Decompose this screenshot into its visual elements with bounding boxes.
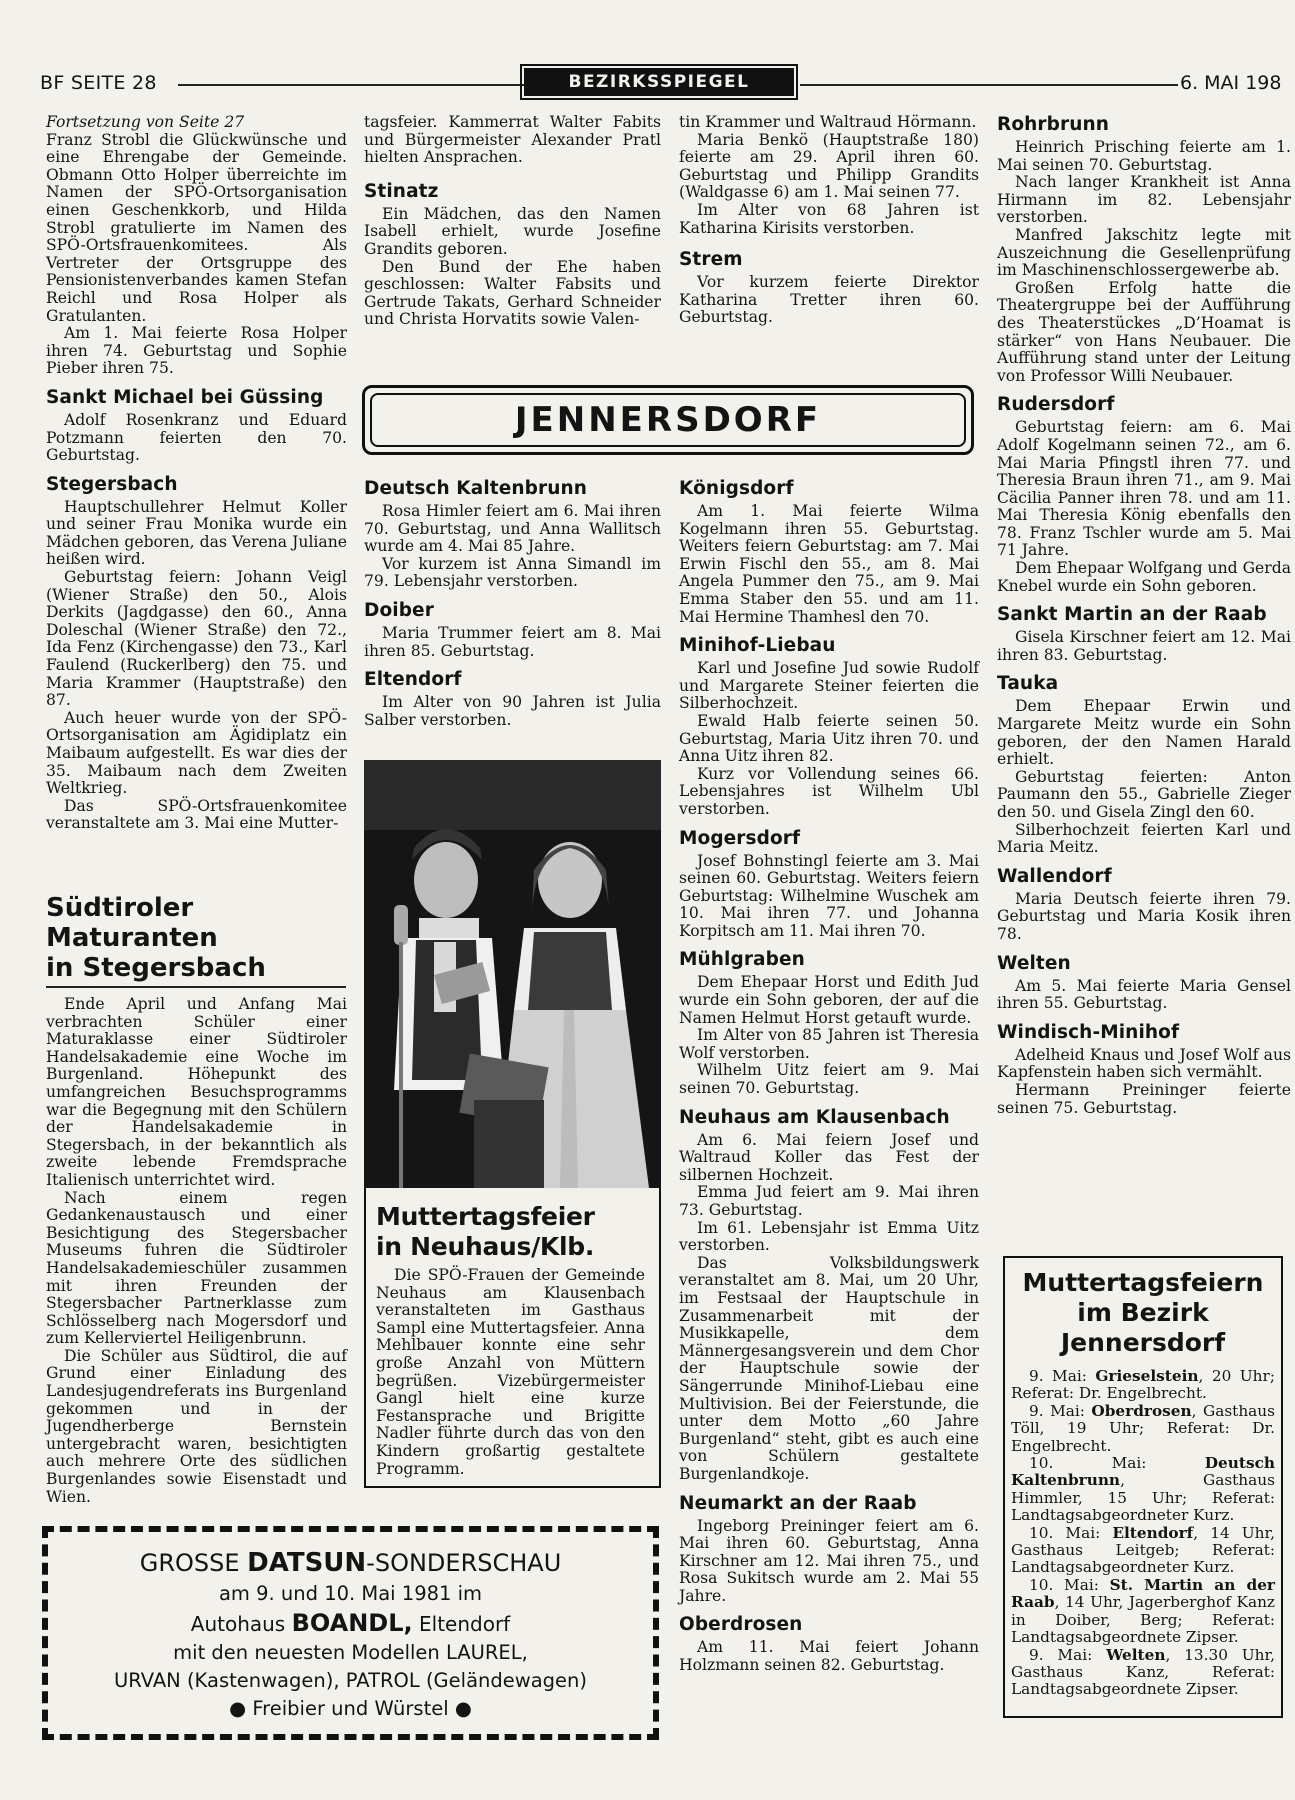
column-2 (364, 478, 661, 729)
heading-koenigsdorf: Königsdorf (679, 478, 794, 499)
mutterbox (364, 1188, 661, 1488)
eventbox-headline-line: im Bezirk (1077, 1298, 1209, 1327)
story-paragraph: Nach einem regen Gedankenaustausch und einer Besichtigung des Stegersbacher Museums fuhren die Südtiroler Handelsakademieschüler zusammen mit ihren Freunden der Stegersbacher Partnerklasse zum Schlösselberg nach Mogersdorf und zum Kellerviertel Heiligenbrunn. (46, 1188, 347, 1348)
story-paragraph: Ende April und Anfang Mai verbrachten Schüler einer Maturaklasse einer Südtiroler Handelsakademie eine Woche im Burgenland. Höhepunkt des umfangreichen Besuchsprogramms war die Begegnung mit den Schülern der Handelsakademie in Stegersbach, in der bekanntlich als zweite lebende Fremdsprache Italienisch unterrichtet wird. (46, 995, 347, 1189)
column-2-top (364, 114, 661, 329)
jennersdorf-banner (362, 385, 974, 455)
ad-text: GROSSE (139, 1549, 248, 1577)
ad-line: am 9. und 10. Mai 1981 im (218, 1582, 483, 1605)
event-details: , 14 Uhr, Gasthaus Leitgeb; Referat: Landtagsabgeordneter Kurz. (1011, 1523, 1275, 1577)
col3-paragraph: Im Alter von 68 Jahren ist Katharina Kirisits verstorben. (679, 200, 979, 237)
eventbox-headline-line: Muttertagsfeiern (1022, 1268, 1264, 1297)
jennersdorf-banner-inner (370, 393, 966, 447)
mutterbox-body (376, 1267, 645, 1478)
event-details: , 13.30 Uhr, Gasthaus Kanz, Referat: Landtagsabgeordnete Zipser. (1011, 1645, 1275, 1699)
neuhaus-paragraph: Emma Jud feiert am 9. Mai ihren 73. Geburtstag. (679, 1183, 979, 1219)
ad-line-headline (48, 1546, 653, 1580)
col1-paragraph: Am 1. Mai feierte Rosa Holper ihren 74. Geburtstag und Sophie Pieber ihren 75. (46, 324, 347, 378)
event-details: , 20 Uhr; Referat: Dr. Engelbrecht. (1011, 1367, 1275, 1403)
event-date: 9. Mai: (1029, 1367, 1096, 1385)
windisch-paragraph: Adelheid Knaus und Josef Wolf aus Kapfenstein haben sich vermählt. (997, 1045, 1291, 1082)
column-3 (679, 478, 979, 1675)
stinatz-paragraph: Den Bund der Ehe haben geschlossen: Walter Fabsits und Gertrude Takats, Gerhard Schneider und Christa Horvatits sowie Valen- (364, 257, 661, 329)
mutterbox-headline-line: in Neuhaus/Klb. (376, 1232, 595, 1261)
tauka-paragraph: Geburtstag feierten: Anton Paumann den 55., Gabrielle Zieger den 50. und Gisela Zingl den 60. (997, 767, 1291, 821)
event-place: Welten (1106, 1645, 1166, 1664)
bullet-icon: ● (448, 1697, 472, 1720)
event-date: 9. Mai: (1029, 1645, 1107, 1664)
header-rule-left (178, 84, 524, 86)
muehlgraben-paragraph: Wilhelm Uitz feiert am 9. Mai seinen 70. Geburtstag. (679, 1061, 979, 1098)
eventbox-headline-line: Jennersdorf (1060, 1328, 1226, 1357)
story-paragraph: Die Schüler aus Südtirol, die auf Grund einer Einladung des Landesjugendreferats ins Burgenland gekommen und in der Jugendherberge Bernstein untergebracht waren, besichtigten auch mehrere Orte des südlichen Burgenlandes sowie Eisenstadt und Wien. (46, 1346, 347, 1506)
col3-paragraph: Maria Benkö (Hauptstraße 180) feierte am 29. April ihren 60. Geburtstag und Philipp Grandits (Waldgasse 6) am 1. Mai seinen 77. (679, 130, 979, 202)
heading-neumarkt: Neumarkt an der Raab (679, 1492, 917, 1514)
heading-mogersdorf: Mogersdorf (679, 827, 801, 849)
story-headline-line: Südtiroler (46, 893, 194, 923)
event-date: 9. Mai: (1029, 1401, 1092, 1420)
stegersbach-paragraph: Auch heuer wurde von der SPÖ-Ortsorganisation am Ägidiplatz ein Maibaum aufgestellt. Es war dies der 35. Maibaum nach dem Zweiten Weltkrieg. (46, 708, 347, 798)
neuhaus-paragraph: Im 61. Lebensjahr ist Emma Uitz verstorben. (679, 1218, 979, 1255)
heading-neuhaus: Neuhaus am Klausenbach (679, 1106, 950, 1128)
story-body (46, 996, 347, 1506)
minihof-paragraph: Karl und Josefine Jud sowie Rudolf und Margarete Steiner feierten die Silberhochzeit. (679, 659, 979, 713)
event-place: Grieselstein (1095, 1367, 1199, 1385)
heading-strem: Strem (679, 249, 743, 271)
ad-line: URVAN (Kastenwagen), PATROL (Geländewagen) (113, 1669, 588, 1692)
ad-line-bullet (48, 1695, 653, 1723)
rohrbrunn-paragraph: Großen Erfolg hatte die Theatergruppe bei der Aufführung des Theaterstückes „D’Hoamat is stärker“ von Hans Neubauer. Die Aufführung stand unter der Leitung von Professor Willi Neubauer. (997, 278, 1291, 385)
column-3-top (679, 114, 979, 327)
muehlgraben-paragraph: Im Alter von 85 Jahren ist Theresia Wolf verstorben. (679, 1026, 979, 1062)
stegersbach-paragraph: Hauptschullehrer Helmut Koller und seiner Frau Monika wurde ein Mädchen geboren, das Verena Juliane heißen wird. (46, 497, 347, 569)
heading-rohrbrunn: Rohrbrunn (997, 114, 1110, 135)
heading-eltendorf: Eltendorf (364, 669, 462, 691)
minihof-paragraph: Kurz vor Vollendung seines 66. Lebensjahres ist Wilhelm Ubl verstorben. (679, 764, 979, 818)
page-date: 6. MAI 198 (1180, 72, 1282, 94)
ad-brand: DATSUN (247, 1548, 367, 1578)
neumarkt-paragraph: Ingeborg Preininger feiert am 6. Mai ihren 60. Geburtstag, Anna Kirschner am 12. Mai ihren 75., und Rosa Sukitsch wurde am 2. Mai 55 Jahre. (679, 1516, 979, 1605)
event-place: Eltendorf (1112, 1523, 1194, 1542)
ad-text: Autohaus (190, 1612, 292, 1636)
event-item (1011, 1647, 1275, 1699)
event-details: , Gasthaus Himmler, 15 Uhr; Referat: Landtagsabgeordneter Kurz. (1011, 1471, 1275, 1525)
eventbox (1003, 1256, 1283, 1718)
heading-rudersdorf: Rudersdorf (997, 394, 1115, 416)
story-headline-line: in Stegersbach (46, 953, 266, 983)
ad-content (48, 1546, 653, 1723)
heading-windisch-minihof: Windisch-Minihof (997, 1021, 1180, 1043)
ad-text: Eltendorf (412, 1612, 511, 1636)
mutterbox-headline-line: Muttertagsfeier (376, 1202, 595, 1231)
strem-paragraph: Vor kurzem feierte Direktor Katharina Tretter ihren 60. Geburtstag. (679, 273, 979, 327)
mutterbox-headline (376, 1202, 645, 1262)
event-date: 10. Mai: (1029, 1575, 1110, 1594)
section-title: BEZIRKSSPIEGEL (524, 68, 794, 96)
event-item (1011, 1525, 1275, 1577)
continuation-note: Fortsetzung von Seite 27 (46, 113, 245, 131)
rohrbrunn-paragraph: Heinrich Prisching feierte am 1. Mai seinen 70. Geburtstag. (997, 138, 1291, 174)
heading-wallendorf: Wallendorf (997, 865, 1112, 887)
oberdrosen-paragraph: Am 11. Mai feiert Johann Holzmann seinen 82. Geburtstag. (679, 1638, 979, 1675)
tauka-paragraph: Dem Ehepaar Erwin und Margarete Meitz wurde ein Sohn geboren, der den Namen Harald erhielt. (997, 697, 1291, 769)
event-place: St. Martin an der Raab (1011, 1575, 1275, 1612)
heading-muehlgraben: Mühlgraben (679, 949, 805, 971)
heading-oberdrosen: Oberdrosen (679, 1614, 803, 1636)
heading-sankt-martin: Sankt Martin an der Raab (997, 604, 1267, 626)
dk-paragraph: Rosa Himler feiert am 6. Mai ihren 70. Geburtstag, und Anna Wallitsch wurde am 4. Mai 85 Jahre. (364, 502, 661, 556)
jennersdorf-title: JENNERSDORF (514, 400, 822, 440)
heading-deutsch-kaltenbrunn: Deutsch Kaltenbrunn (364, 478, 588, 499)
event-item (1011, 1577, 1275, 1647)
eltendorf-paragraph: Im Alter von 90 Jahren ist Julia Salber verstorben. (364, 693, 661, 729)
event-date: 10. Mai: (1029, 1454, 1205, 1473)
photo (364, 760, 661, 1188)
ad-dealer: BOANDL, (291, 1609, 413, 1637)
ad-line: mit den neuesten Modellen LAUREL, (173, 1641, 528, 1664)
story-headline (46, 893, 346, 983)
heading-welten: Welten (997, 952, 1071, 974)
col3-paragraph: tin Krammer und Waltraud Hörmann. (679, 113, 977, 131)
event-place: Oberdrosen (1091, 1401, 1192, 1420)
minihof-paragraph: Ewald Halb feierte seinen 50. Geburtstag, Maria Uitz ihren 70. und Anna Uitz ihren 82. (679, 711, 979, 766)
mutterbox-text: Die SPÖ-Frauen der Gemeinde Neuhaus am Klausenbach veranstalteten im Gasthaus Sampl eine Muttertagsfeier. Anna Mehlbauer konnte eine sehr große Anzahl von Müttern begrüßen. Vizebürgermeister Gangl hielt eine kurze Festansprache und Brigitte Nadler führte durch das von den Kindern großartig gestaltete Programm. (376, 1266, 645, 1478)
dk-paragraph: Vor kurzem ist Anna Simandl im 79. Lebensjahr verstorben. (364, 554, 661, 591)
michael-paragraph: Adolf Rosenkranz und Eduard Potzmann feierten den 70. Geburtstag. (46, 410, 347, 465)
rudersdorf-paragraph: Dem Ehepaar Wolfgang und Gerda Knebel wurde ein Sohn geboren. (997, 559, 1291, 595)
event-place: Deutsch Kaltenbrunn (1011, 1454, 1275, 1490)
story-headline-line: Maturanten (46, 923, 218, 953)
doiber-paragraph: Maria Trummer feiert am 8. Mai ihren 85. Geburtstag. (364, 623, 661, 660)
header-rule-right (800, 84, 1178, 86)
column-4 (997, 114, 1291, 1117)
stegersbach-paragraph: Das SPÖ-Ortsfrauenkomitee veranstaltete am 3. Mai eine Mutter- (46, 796, 347, 833)
event-item (1011, 1403, 1275, 1455)
welten-paragraph: Am 5. Mai feierte Maria Gensel ihren 55. Geburtstag. (997, 976, 1291, 1013)
rohrbrunn-paragraph: Nach langer Krankheit ist Anna Hirmann im 82. Lebensjahr verstorben. (997, 173, 1291, 227)
event-details: , Gasthaus Töll, 19 Uhr; Referat: Dr. Engelbrecht. (1011, 1401, 1275, 1455)
stmartin-paragraph: Gisela Kirschner feiert am 12. Mai ihren 83. Geburtstag. (997, 628, 1291, 664)
col1-paragraph: Franz Strobl die Glückwünsche und eine Ehrengabe der Gemeinde. Obmann Otto Holper überreichte im Namen der SPÖ-Ortsorganisation einen Geschenkkorb, und Hilda Strobl gratulierte im Namen des SPÖ-Ortsfrauenkomitees. Als Vertreter der Ortsgruppe des Pensionistenverbandes kamen Stefan Reichl und Rosa Holper als Gratulanten. (46, 130, 347, 325)
eventbox-headline (1011, 1268, 1275, 1358)
heading-minihof-liebau: Minihof-Liebau (679, 635, 836, 657)
eventbox-list (1011, 1368, 1275, 1699)
stinatz-paragraph: Ein Mädchen, das den Namen Isabell erhielt, wurde Josefine Grandits geboren. (364, 204, 661, 258)
rudersdorf-paragraph: Geburtstag feiern: am 6. Mai Adolf Kogelmann seinen 72., am 6. Mai Maria Pfingstl ihren 77. und Theresia Braun ihren 71., am 9. Mai Cäcilia Panner ihren 78. und am 11. Mai Theresia König ebenfalls den 78. Franz Tschler wurde am 5. Mai 71 Jahre. (997, 418, 1291, 560)
event-item (1011, 1368, 1275, 1403)
datsun-ad (42, 1526, 659, 1740)
ad-text: Freibier und Würstel (252, 1697, 449, 1720)
event-date: 10. Mai: (1029, 1523, 1113, 1542)
rohrbrunn-paragraph: Manfred Jakschitz legte mit Auszeichnung die Gesellenprüfung im Maschinenschlossergewerbe ab. (997, 225, 1291, 280)
stegersbach-paragraph: Geburtstag feiern: Johann Veigl (Wiener Straße) den 50., Alois Derkits (Jagdgasse) den 60., Anna Doleschal (Wiener Straße) den 72., Ida Fenz (Kirchengasse) den 73., Karl Faulend (Ruckerlberg) den 75. und Maria Krammer (Hauptstraße) den 87. (46, 568, 347, 710)
heading-doiber: Doiber (364, 599, 434, 621)
neuhaus-paragraph: Am 6. Mai feiern Josef und Waltraud Koller das Fest der silbernen Hochzeit. (679, 1130, 979, 1184)
neuhaus-paragraph: Das Volksbildungswerk veranstaltet am 8. Mai, um 20 Uhr, im Festsaal der Hauptschule in Zusammenarbeit mit der Musikkapelle, dem Männergesangsverein und dem Chor der Hauptschule sowie der Sängerrunde Minihof-Liebau eine Multivision. Bei der Feierstunde, die unter dem Motto „60 Jahre Burgenland“ steht, gibt es auch eine von Schülern gestaltete Burgenlandkoje. (679, 1253, 979, 1483)
mogersdorf-paragraph: Josef Bohnstingl feierte am 3. Mai seinen 60. Geburtstag. Weiters feiern Geburtstag: Wilhelmine Wuschek am 10. Mai ihren 77. und Johanna Korpitsch am 11. Mai ihren 70. (679, 851, 979, 940)
windisch-paragraph: Hermann Preininger feierte seinen 75. Geburtstag. (997, 1080, 1291, 1117)
heading-sankt-michael: Sankt Michael bei Güssing (46, 386, 324, 408)
children-photo (364, 760, 661, 1188)
col2-paragraph: tagsfeier. Kammerrat Walter Fabits und Bürgermeister Alexander Pratl hielten Ansprachen. (364, 113, 661, 167)
ad-text: -SONDERSCHAU (366, 1549, 562, 1577)
event-details: , 14 Uhr, Jagerberghof Kanz in Doiber, Berg; Referat: Landtagsabgeordnete Zipser. (1011, 1593, 1275, 1647)
heading-tauka: Tauka (997, 673, 1059, 695)
heading-stegersbach: Stegersbach (46, 473, 178, 495)
column-1 (46, 114, 347, 833)
bullet-icon: ● (229, 1697, 253, 1720)
page-label: BF SEITE 28 (40, 72, 157, 94)
ad-line-dealer (48, 1608, 653, 1639)
muehlgraben-paragraph: Dem Ehepaar Horst und Edith Jud wurde ein Sohn geboren, der auf die Namen Helmut Horst getauft wurde. (679, 973, 979, 1027)
tauka-paragraph: Silberhochzeit feierten Karl und Maria Meitz. (997, 820, 1291, 857)
story-rule (46, 986, 346, 988)
heading-stinatz: Stinatz (364, 180, 439, 202)
koenigsdorf-paragraph: Am 1. Mai feierte Wilma Kogelmann ihren 55. Geburtstag. Weiters feiern Geburtstag: am 7. Mai Erwin Fischl den 55., am 8. Mai Angela Pummer den 75., am 9. Mai Emma Staber den 55. und am 11. Mai Hermine Thamhesl den 70. (679, 502, 979, 626)
event-item (1011, 1455, 1275, 1525)
wallendorf-paragraph: Maria Deutsch feierte ihren 79. Geburtstag und Maria Kosik ihren 78. (997, 889, 1291, 943)
